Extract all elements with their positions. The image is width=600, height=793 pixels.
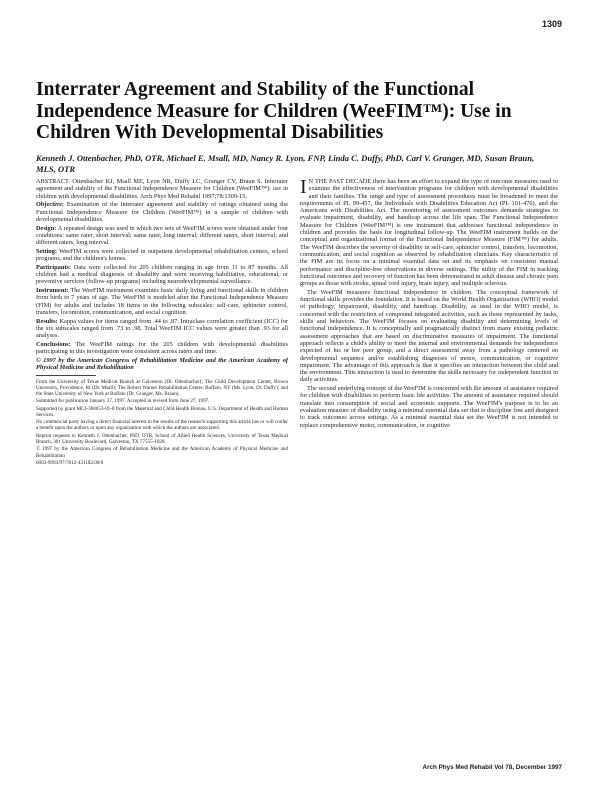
body-paragraph-1-text: there has been an effort to expand the type of outcome measures used to examine the effectiveness of intervention programs for children with developmental disabilities and their families. The range and type of assessment procedures must be broadened to meet the requirements of PL 99-457, the Individuals with Disabilities Education Act (PL 101-476), and the Americans with Disabilities Act. The monitoring of assessment outcomes demands strategies to evaluate impairment, disability, and handicap across the life span. The Functional Independence Measure for Children (WeeFIM™) is one instrument that addresses functional independence in children and provides the basis for longitudinal follow-up. The WeeFIM instrument builds on the conceptual and organizational format of the Functional Independence Measure (FIM™) for adults. The WeeFIM describes the severity of disability in self-care, sphincter control, transfers, locomotion, communication, and social cognition as observed by rehabilitation clinicians. Key characteristics of the FIM are its focus on a minimal essential data set and its emphasis on consistent manual performance and discipline-free observations in diverse settings. The utility of the FIM in tracking functional outcomes and recovery of function has been demonstrated in adult disease and chronic pain groups as those with stroke, spinal cord injury, brain injury, and multiple sclerosis. bbox=[300, 178, 558, 288]
page-number: 1309 bbox=[541, 19, 562, 29]
abstract-setting bbox=[36, 248, 288, 263]
left-column bbox=[36, 178, 288, 744]
right-column bbox=[300, 178, 558, 758]
author-list: Kenneth J. Ottenbacher, PhD, OTR, Michael E. Msall, MD, Nancy R. Lyon, FNP, Linda C. Duffy, PhD, Carl V. Granger, MD, Susan Braun, MLS, OTR bbox=[36, 153, 535, 174]
design-label: Design: bbox=[36, 224, 57, 232]
objective-label: Objective: bbox=[36, 201, 64, 209]
abstract-instrument bbox=[36, 287, 288, 316]
conclusions-label: Conclusions: bbox=[36, 340, 71, 348]
design-text: A repeated design was used in which two sets of WeeFIM scores were obtained under four conditions: same rater, short interval; same rater, long interval; different raters, short interval; and different raters, long interval. bbox=[36, 224, 288, 247]
participants-text: Data were collected for 205 children ranging in age from 11 to 87 months. All children had a medical diagnosis of disability and were receiving habilitative, educational, or preventive services (follow-up programs) including neurodevelopmental surveillance. bbox=[36, 263, 288, 286]
footnote-divider bbox=[36, 375, 96, 376]
results-label: Results: bbox=[36, 317, 58, 325]
abstract-results bbox=[36, 318, 288, 340]
footnote-submitted: Submitted for publication January 27, 1997. Accepted in revised form June 27, 1997. bbox=[36, 398, 210, 405]
abstract-design bbox=[36, 225, 288, 247]
abstract-copyright: © 1997 by the American Congress of Rehabilitation Medicine and the American Academy of Physical Medicine and Rehabilitation bbox=[36, 356, 288, 372]
results-text: Kappa values for items ranged from .44 to .87. Intraclass correlation coefficient (ICC) for the six subscales ranged from .73 to .98. Total WeeFIM ICC values were greater than .93 for all analyses. bbox=[36, 317, 288, 340]
abstract-objective bbox=[36, 201, 288, 223]
body-paragraph-3: The second underlying concept of the WeeFIM is concerned with the amount of assistance required for children with disabilities to perform basic life activities. The amount of assistance required should translate into consumption of social and economic supports. The WeeFIM's purpose is to be an evaluation measure of disability using a minimal essential data set that is discipline free and designed to track outcomes across settings. As a minimal essential data set the WeeFIM is not intended to replace comprehensive motor, communication, or cognitive bbox=[300, 385, 558, 429]
objective-text: Examination of the interrater agreement and stability of ratings obtained using the Functional Independence Measure for Children (WeeFIM™) in a sample of children with developmental disabilities. bbox=[36, 201, 288, 223]
setting-text: WeeFIM scores were collected in outpatient developmental rehabilitation centers, school programs, and the children's homes. bbox=[36, 247, 288, 263]
instrument-text: The WeeFIM instrument examines basic daily living and functional skills in children from birth to 7 years of age. The WeeFIM is modeled after the Functional Independence Measure (FIM) for adults and includes 18 items in the following subscales: self-care, sphincter control, transfers, locomotion, communication, and social cognition. bbox=[36, 287, 288, 316]
body-paragraph bbox=[300, 178, 558, 287]
footnote-disclosure: No commercial party having a direct financial interest in the results of the research supporting this article has or will confer a benefit upon the authors or upon any organization with which the authors are associated. bbox=[36, 419, 288, 432]
abstract-participants bbox=[36, 264, 288, 286]
conclusions-text: The WeeFIM ratings for the 205 children with developmental disabilities participating in this investigation were consistent across raters and time. bbox=[36, 340, 288, 356]
instrument-label: Instrument: bbox=[36, 287, 69, 295]
setting-label: Setting: bbox=[36, 247, 57, 255]
footnote-code: 0003-9993/97/7812-4311$3.00/0 bbox=[36, 460, 104, 467]
lead-in: N THE PAST DECADE bbox=[308, 178, 372, 185]
article-title: Interrater Agreement and Stability of the Functional Independence Measure for Children (WeeFIM™): Use in Children With Developmental Disabilities bbox=[36, 79, 512, 143]
footnote-affiliation: From the University of Texas Medical Branch at Galveston (Dr. Ottenbacher); The Child Development Center, Brown University, Providence, RI (Dr. Msall); The Robert Warner Rehabilitation Center, Buffalo, NY (Ms. Lyon, Dr. Duffy); and the State University of New York at Buffalo (Dr. Granger, Ms. Braun). bbox=[36, 378, 288, 397]
footnote-support: Supported by grant MCJ-360653-01-0 from the Maternal and Child Health Bureau, U.S. Department of Health and Human Services. bbox=[36, 405, 288, 418]
abstract-intro: ABSTRACT. Ottenbacher KJ, Msall ME, Lyon NR, Duffy LC, Granger CV, Braun S. Interrater agreement and stability of the Functional Independence Measure for Children (WeeFIM™): use in children with developmental disabilities. Arch Phys Med Rehabil 1997;78:1309-15. bbox=[36, 178, 288, 200]
abstract-conclusions bbox=[36, 341, 288, 356]
body-paragraph-2: The WeeFIM measures functional independence in children. The conceptual framework of functional skills provides the foundation. It is based on the World Health Organization (WHO) model of pathology, impairment, disability, and handicap. Disability, as used in the WHO model, is concerned with the restriction of compound integrated activities, such as those represented by tasks, skills and behaviors. The WeeFIM focuses on evaluating disability and determining levels of functional independence. It is conceptually and pragmatically distinct from many existing pediatric assessment approaches that are based on discriminative measures of impairment. The functional approach reflects a child's ability to meet the internal and environmental demands for independence expected of his or her peer group, and a direct assessment away from a pathology centered on developmental sequence and/or establishing diagnoses of motor, communication, or cognitive impairment. The advantage of this approach is that it specifies an interaction between the child and the environment. This interaction is used to determine the skills necessary for independent function in daily activities. bbox=[300, 288, 558, 384]
footnote-reprints: Reprint requests to Kenneth J. Ottenbacher, PhD, OTR, School of Allied Health Sciences, University of Texas Medical Branch, 301 University Boulevard, Galveston, TX 77555-1028. bbox=[36, 432, 288, 445]
footnote-copyright: © 1997 by the American Congress of Rehabilitation Medicine and the American Academy of Physical Medicine and Rehabilitation bbox=[36, 446, 288, 459]
journal-footer: Arch Phys Med Rehabil Vol 78, December 1997 bbox=[422, 764, 562, 771]
participants-label: Participants: bbox=[36, 263, 71, 271]
drop-cap: I bbox=[300, 178, 307, 198]
